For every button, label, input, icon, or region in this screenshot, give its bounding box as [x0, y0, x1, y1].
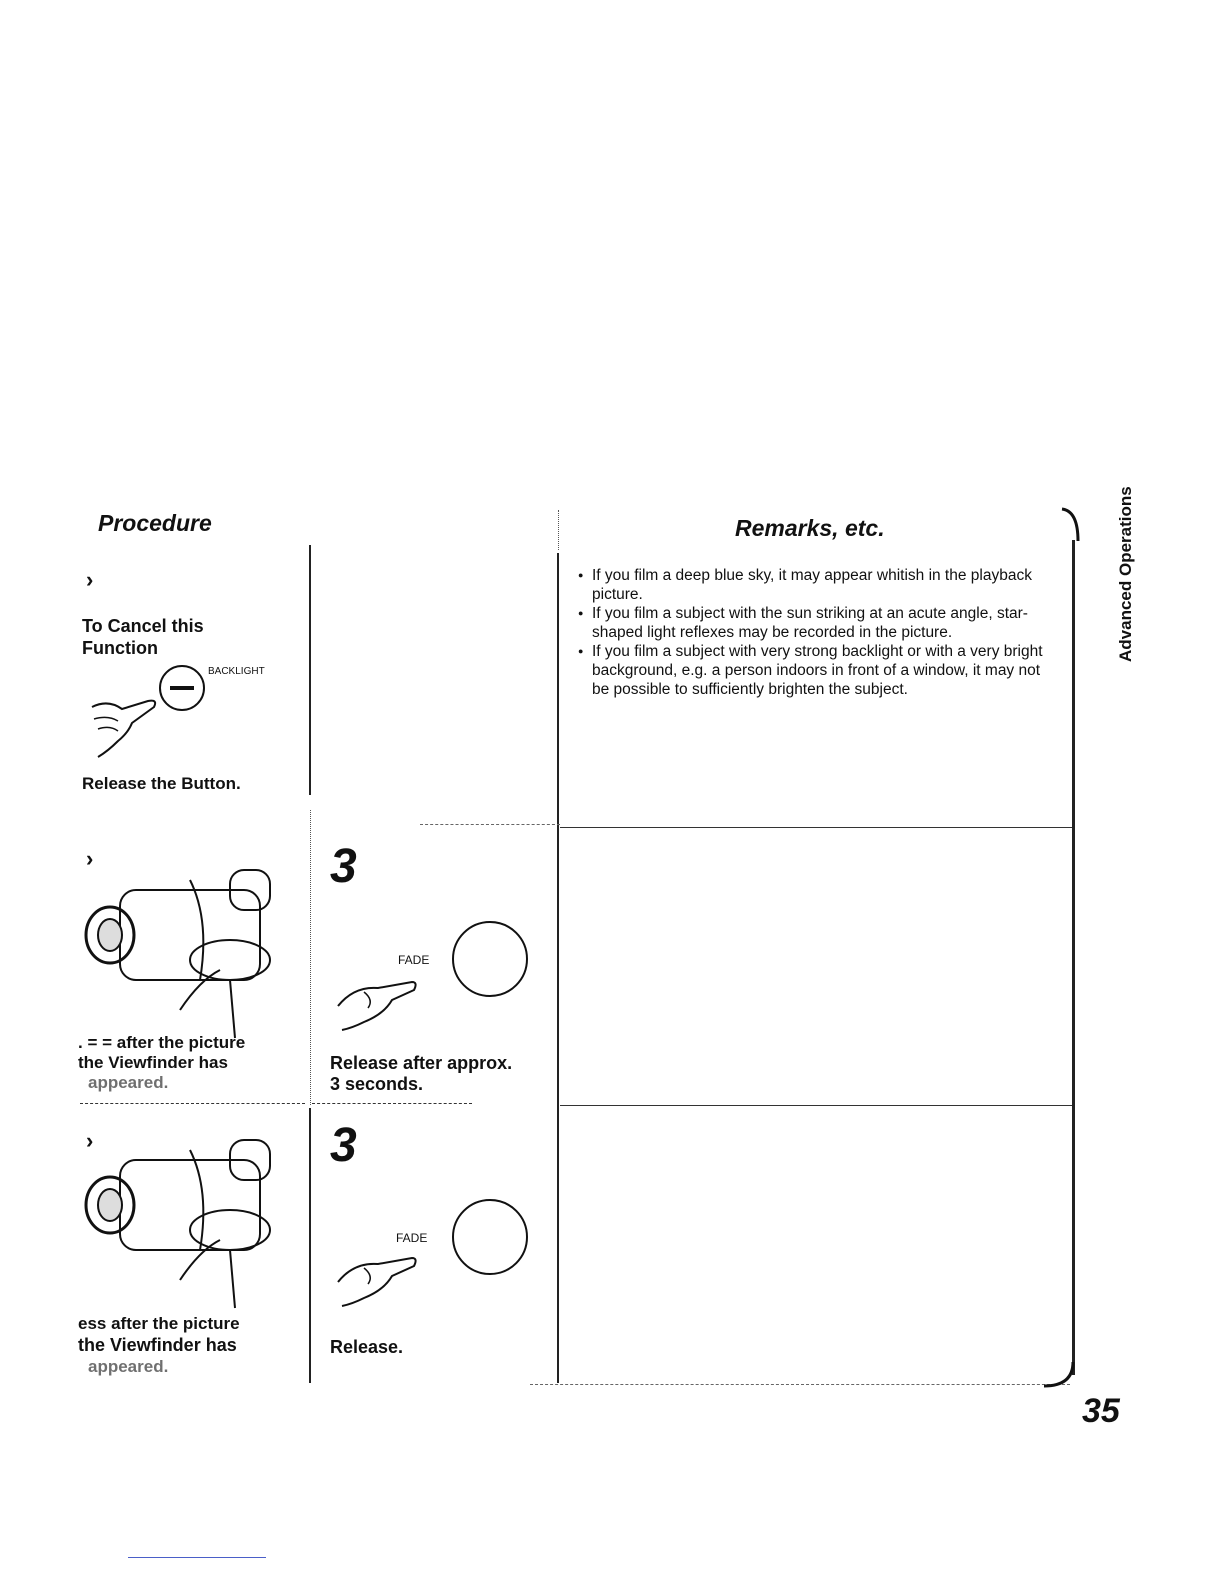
release-button-text: Release the Button.: [82, 774, 241, 793]
camcorder-illustration: [80, 860, 280, 1040]
section2-caption-line3: appeared.: [88, 1073, 169, 1092]
scan-artifact-line: [128, 1557, 266, 1558]
fade-button-icon: [452, 1199, 528, 1275]
column-divider-left-bottom: [309, 1108, 311, 1383]
remark-item-3: ● If you film a subject with very strong backlight or with a very bright background, e.g. a person indoors in front of a window, it may not be possible to sufficiently brighten the subject.: [578, 642, 1058, 699]
release-text: Release.: [330, 1337, 404, 1357]
column-divider-left-top: [309, 545, 311, 795]
bullet-mark: ›: [86, 567, 94, 592]
cancel-title-line1: To Cancel this: [82, 616, 204, 636]
column-divider-left-mid: [310, 810, 311, 1105]
fade-button-label: FADE: [396, 1231, 428, 1245]
row-divider-mid-right: [560, 1105, 1072, 1106]
hand-icon: [334, 978, 424, 1038]
bracket-top-curve: [1060, 505, 1090, 545]
step-number: 3: [330, 840, 357, 893]
section3-caption-line1: ess after the picture: [78, 1314, 240, 1333]
row-divider-top-left: [420, 824, 560, 825]
section2-caption-line1: . = = after the picture: [78, 1033, 246, 1052]
bullet-mark: ›: [86, 846, 94, 871]
row-divider-top-right: [560, 827, 1072, 828]
page-number: 35: [1082, 1392, 1120, 1430]
row-divider-bottom: [530, 1384, 1070, 1385]
remarks-heading: Remarks, etc.: [735, 515, 885, 541]
remarks-list: [578, 566, 1058, 699]
fade-button-icon: [452, 921, 528, 997]
cancel-title-line2: Function: [82, 638, 158, 658]
row-divider-mid-center: [312, 1103, 472, 1104]
section3-caption-line2: the Viewfinder has: [78, 1335, 237, 1355]
hand-icon: [334, 1254, 424, 1314]
procedure-heading: Procedure: [98, 510, 212, 536]
fade-button-label: FADE: [398, 953, 430, 967]
section3-caption-line3: appeared.: [88, 1357, 169, 1376]
side-tab-label: Advanced Operations: [1116, 486, 1135, 662]
column-divider-top-dots: [558, 510, 559, 550]
backlight-button-label: BACKLIGHT: [208, 666, 265, 677]
remark-item-1: ● If you film a deep blue sky, it may appear whitish in the playback picture.: [578, 566, 1058, 604]
remark-item-2: ● If you film a subject with the sun striking at an acute angle, star-shaped light reflexes may be recorded in the picture.: [578, 604, 1058, 642]
right-bracket-line: [1072, 540, 1075, 1375]
section2-caption-line2: the Viewfinder has: [78, 1053, 228, 1072]
release-after-text-line2: 3 seconds.: [330, 1074, 424, 1094]
release-after-text-line1: Release after approx.: [330, 1053, 513, 1073]
bullet-mark: ›: [86, 1128, 94, 1153]
bracket-bottom-curve: [1040, 1360, 1080, 1392]
row-divider-mid-left: [80, 1103, 305, 1104]
hand-icon: [88, 695, 168, 765]
camcorder-illustration: [80, 1130, 280, 1310]
step-number: 3: [330, 1119, 357, 1172]
column-divider-right: [557, 553, 559, 1383]
